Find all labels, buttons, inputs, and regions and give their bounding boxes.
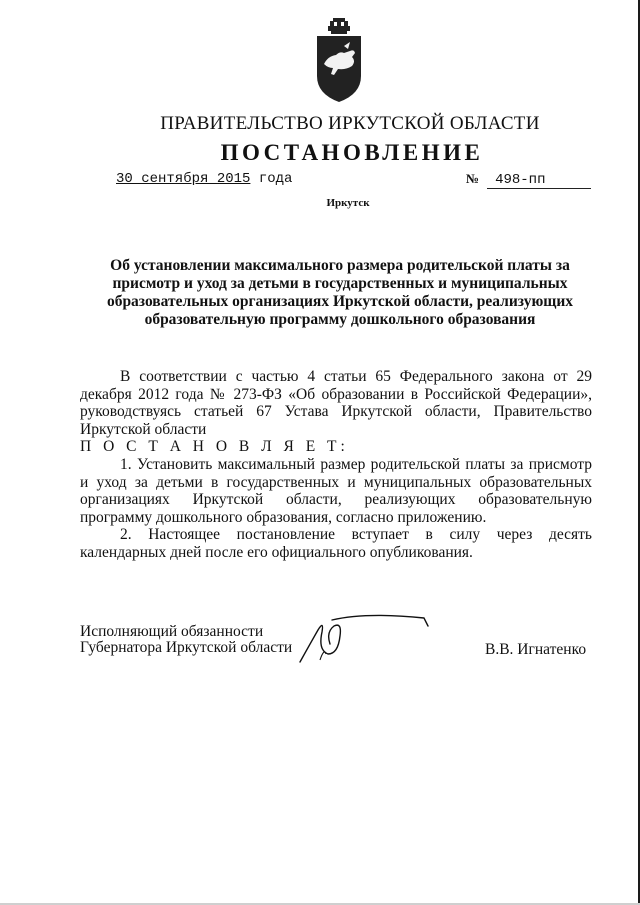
government-name: ПРАВИТЕЛЬСТВО ИРКУТСКОЙ ОБЛАСТИ <box>160 113 540 134</box>
number-value: 498-пп <box>487 172 591 189</box>
document-number <box>466 171 591 189</box>
date-suffix: года <box>250 171 293 187</box>
resolves-heading: П О С Т А Н О В Л Я Е Т: <box>80 438 349 456</box>
position-line: Губернатора Иркутской области <box>80 639 293 656</box>
date-value: 30 сентября 2015 <box>116 171 251 187</box>
irkutsk-coat-of-arms-icon <box>314 18 364 104</box>
number-label: № <box>466 171 480 186</box>
position-line: Исполняющий обязанности <box>80 623 264 640</box>
city-name: Иркутск <box>326 197 370 209</box>
preamble-paragraph: В соответствии с частью 4 статьи 65 Федерального закона от 29 декабря 2012 года № 273-ФЗ «Об образовании в Российской Федерации», руководствуясь статьей 67 Устава Иркутской области, Правительство Иркутской области <box>80 368 592 438</box>
signatory-position <box>80 624 292 656</box>
document-body <box>80 368 592 562</box>
signatory-name: В.В. Игнатенко <box>485 641 587 658</box>
clause-2: 2. Настоящее постановление вступает в силу через десять календарных дней после его официального опубликования. <box>80 526 592 561</box>
clause-1: 1. Установить максимальный размер родительской платы за присмотр и уход за детьми в государственных и муниципальных образовательных организациях Иркутской области, реализующих образовательную программу дошкольного образования, согласно приложению. <box>80 455 592 526</box>
document-type: ПОСТАНОВЛЕНИЕ <box>220 140 484 165</box>
handwritten-signature <box>296 610 436 670</box>
document-date <box>116 171 292 187</box>
document-title: Об установлении максимального размера родительской платы за присмотр и уход за детьми в государственных и муниципальных образовательных организациях Иркутской области, реализующих образовательную программу дошкольного образования <box>106 257 574 328</box>
